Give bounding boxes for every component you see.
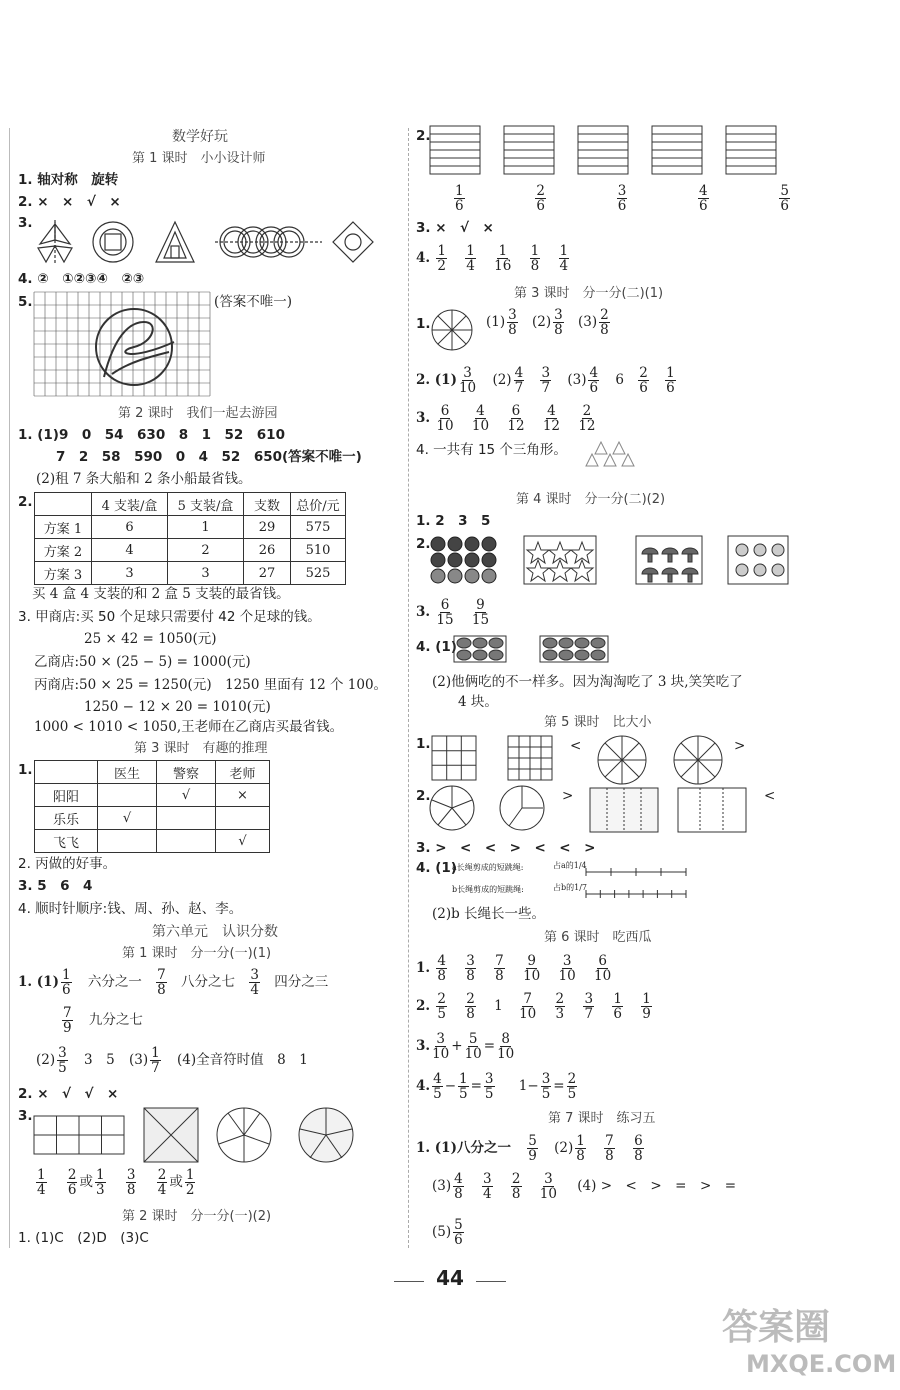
table-header: 4 支装/盒 xyxy=(92,493,168,516)
fraction: $\frac{3}{8}$ xyxy=(508,307,517,339)
fraction: $\frac{3}{10}$ xyxy=(539,1171,557,1203)
answer-line: 丙商店:50 × 25 = 1250(元) 1250 里面有 12 个 100。 xyxy=(34,677,388,693)
fraction: $\frac{7}{8}$ xyxy=(157,967,166,999)
fraction: $\frac{4}{12}$ xyxy=(542,403,561,435)
page-number: 44 xyxy=(436,1266,464,1290)
answer-line xyxy=(60,1006,143,1035)
fraction: $\frac{9}{10}$ xyxy=(523,953,541,985)
answer-line: 4. 一共有 15 个三角形。 xyxy=(416,442,567,458)
rope-label-a: a长绳剪成的短跳绳: xyxy=(452,863,524,872)
watermark-logo: 答案圈 xyxy=(722,1307,831,1348)
table-row xyxy=(35,807,270,830)
fraction: $\frac{2}{4}$ xyxy=(157,1167,167,1199)
fraction: $\frac{2}{8}$ xyxy=(511,1171,521,1203)
fraction: $\frac{2}{5}$ xyxy=(567,1071,577,1103)
table-cell: √ xyxy=(98,807,157,830)
fraction: $\frac{3}{7}$ xyxy=(584,991,594,1023)
fraction: $\frac{2}{5}$ xyxy=(437,991,446,1023)
compare-sign: < xyxy=(570,738,582,754)
table-cell xyxy=(98,784,157,807)
table-cell: 飞飞 xyxy=(35,830,98,853)
answer-line: 2. xyxy=(416,536,431,552)
answer-line: 2. $\frac{2}{5}$ $\frac{2}{8}$ 1 $\frac{7}{10}$ $\frac{2}{3}$ $\frac{3}{7}$ $\frac{1}{6}$ $\frac{1}{9}$ xyxy=(416,991,651,1023)
table-cell: 1 xyxy=(168,516,244,539)
page-footer xyxy=(0,1268,900,1289)
answer-line: 3. $\frac{6}{15}$ $\frac{9}{15}$ xyxy=(416,597,490,629)
question-label: 1. (1) xyxy=(18,974,59,991)
answer-line: (3) $\frac{4}{8}$ $\frac{3}{4}$ $\frac{2}{8}$ $\frac{3}{10}$ (4) > < > = > = xyxy=(432,1171,737,1203)
fraction: $\frac{4}{6}$ xyxy=(589,365,599,397)
answer-line: (2)租 7 条大船和 2 条小船最省钱。 xyxy=(36,471,252,487)
answer-line: 3. 5 6 4 xyxy=(18,878,93,894)
section-header: 数学好玩 xyxy=(172,129,228,145)
fraction: $\frac{4}{6}$ xyxy=(699,183,708,215)
pie-wheel xyxy=(430,308,474,352)
fraction: $\frac{4}{7}$ xyxy=(514,365,524,397)
table-cell: 3 xyxy=(168,562,244,585)
table-cell: 阳阳 xyxy=(35,784,98,807)
fraction: $\frac{2}{8}$ xyxy=(600,307,609,339)
fraction: $\frac{3}{6}$ xyxy=(617,183,627,215)
table-cell: 3 xyxy=(92,562,168,585)
table-cell xyxy=(157,807,216,830)
answer-line: 买 4 盒 4 支装的和 2 盒 5 支装的最省钱。 xyxy=(32,586,290,602)
table-header: 警察 xyxy=(157,761,216,784)
table-row xyxy=(35,539,346,562)
fruit-pictures xyxy=(430,534,790,588)
fraction: $\frac{7}{8}$ xyxy=(495,953,504,985)
answer-line: (2)b 长绳长一些。 xyxy=(432,906,546,922)
answer-line: 2. (1) $\frac{3}{10}$ (2) $\frac{4}{7}$ $\frac{3}{7}$ (3) $\frac{4}{6}$ 6 $\frac{2}{6}$ $\frac{1}{6}$ xyxy=(416,365,675,397)
fraction: $\frac{2}{8}$ xyxy=(466,991,475,1023)
fraction: $\frac{1}{2}$ xyxy=(185,1167,195,1199)
table-cell: 26 xyxy=(244,539,291,562)
fraction: $\frac{2}{6}$ xyxy=(536,183,545,215)
answer-line: 25 × 42 = 1050(元) xyxy=(84,631,217,647)
answer-line: 3. 甲商店:买 50 个足球只需要付 42 个足球的钱。 xyxy=(18,609,321,625)
lesson-title: 第 1 课时 分一分(一)(1) xyxy=(122,946,272,961)
fraction-word: 八分之七 xyxy=(181,974,236,991)
compare-sign: > xyxy=(562,788,574,804)
lesson-title: 第 3 课时 有趣的推理 xyxy=(134,741,268,756)
rope-fraction-a: 占a的1/4 xyxy=(553,861,587,870)
fraction: $\frac{3}{5}$ xyxy=(58,1045,67,1077)
fraction: $\frac{1}{6}$ xyxy=(666,365,675,397)
grid-drawing xyxy=(34,292,212,398)
answer-line: 1. 2 3 5 xyxy=(416,513,491,529)
fraction: $\frac{1}{5}$ xyxy=(459,1071,468,1103)
answer-line: 3. × √ × xyxy=(416,220,494,236)
table-cell: 575 xyxy=(291,516,346,539)
fraction: $\frac{3}{4}$ xyxy=(250,967,259,999)
fraction: $\frac{3}{7}$ xyxy=(541,365,551,397)
fraction: $\frac{4}{8}$ xyxy=(454,1171,463,1203)
fraction: $\frac{8}{10}$ xyxy=(497,1031,515,1063)
table-cell: 6 xyxy=(92,516,168,539)
compare-shapes-1 xyxy=(432,734,742,786)
fraction: $\frac{1}{2}$ xyxy=(437,243,446,275)
fraction: $\frac{2}{6}$ xyxy=(639,365,648,397)
table-header: 医生 xyxy=(98,761,157,784)
fraction: $\frac{7}{8}$ xyxy=(605,1133,614,1165)
fraction: $\frac{3}{8}$ xyxy=(126,1167,136,1199)
answer-line: 2. xyxy=(18,494,33,510)
lesson-title: 第 2 课时 分一分(一)(2) xyxy=(122,1209,272,1224)
table-header xyxy=(35,493,92,516)
symmetry-figures xyxy=(30,218,370,268)
rope-label-b: b长绳剪成的短跳绳: xyxy=(452,885,524,894)
fraction: $\frac{4}{5}$ xyxy=(433,1071,442,1103)
fraction: $\frac{6}{12}$ xyxy=(507,403,525,435)
reasoning-table xyxy=(34,760,270,853)
answer-note: (答案不唯一) xyxy=(214,294,293,310)
table-row xyxy=(35,784,270,807)
fraction-word: 九分之七 xyxy=(88,1012,143,1029)
fraction: $\frac{1}{6}$ xyxy=(455,183,464,215)
triangle-figure xyxy=(584,438,638,472)
table-row xyxy=(35,562,346,585)
rope-fraction-b: 占b的1/7 xyxy=(553,883,587,892)
fraction: $\frac{3}{10}$ xyxy=(558,953,576,985)
rope-diagram xyxy=(586,862,696,906)
fraction: $\frac{3}{4}$ xyxy=(483,1171,492,1203)
fraction: $\frac{1}{6}$ xyxy=(61,967,71,999)
cookie-pictures xyxy=(454,634,634,664)
fraction: $\frac{3}{10}$ xyxy=(432,1031,450,1063)
lesson-title: 第 1 课时 小小设计师 xyxy=(132,151,266,166)
answer-line: 5. xyxy=(18,294,33,310)
answer-line: (2)他俩吃的不一样多。因为淘淘吃了 3 块,笑笑吃了 xyxy=(432,674,743,690)
unit-header: 第六单元 认识分数 xyxy=(152,924,278,940)
answer-line: 1250 − 12 × 20 = 1010(元) xyxy=(84,699,271,715)
answer-line: 1. (1)八分之一 $\frac{5}{9}$ (2) $\frac{1}{8}$ $\frac{7}{8}$ $\frac{6}{8}$ xyxy=(416,1133,643,1165)
lesson-title: 第 6 课时 吃西瓜 xyxy=(544,930,652,945)
table-cell: 方案 2 xyxy=(35,539,92,562)
table-header: 5 支装/盒 xyxy=(168,493,244,516)
left-margin-rule xyxy=(9,128,10,1248)
table-cell: × xyxy=(216,784,270,807)
table-cell: 29 xyxy=(244,516,291,539)
table-cell: 方案 1 xyxy=(35,516,92,539)
fraction: $\frac{6}{10}$ xyxy=(594,953,612,985)
answer-line: 1. xyxy=(416,736,431,752)
answer-line: (2) $\frac{3}{5}$ 3 5 (3) $\frac{1}{7}$ (4)全音符时值 8 1 xyxy=(36,1045,308,1077)
answer-line: 4. $\frac{1}{2}$ $\frac{1}{4}$ $\frac{1}{16}$ $\frac{1}{8}$ $\frac{1}{4}$ xyxy=(416,243,569,275)
answer-line: 3. > < < > < < > xyxy=(416,840,596,856)
fraction: $\frac{1}{7}$ xyxy=(151,1045,160,1077)
answer-line: 1. xyxy=(18,762,33,778)
fraction: $\frac{6}{15}$ xyxy=(436,597,454,629)
fraction: $\frac{4}{8}$ xyxy=(437,953,446,985)
fraction: $\frac{2}{12}$ xyxy=(578,403,596,435)
fraction: $\frac{1}{6}$ xyxy=(613,991,622,1023)
answer-line: 4. $\frac{4}{5}$ − $\frac{1}{5}$ = $\frac{3}{5}$ 1− $\frac{3}{5}$ = $\frac{2}{5}$ xyxy=(416,1071,577,1103)
answer-line: 3. $\frac{3}{10}$ + $\frac{5}{10}$ = $\frac{8}{10}$ xyxy=(416,1031,515,1063)
fraction: $\frac{3}{8}$ xyxy=(554,307,563,339)
answer-line: 4. (1) xyxy=(416,639,457,655)
table-cell xyxy=(216,807,270,830)
answer-line: 2. xyxy=(416,128,431,144)
table-header: 总价/元 xyxy=(291,493,346,516)
table-cell: √ xyxy=(216,830,270,853)
fraction: $\frac{6}{10}$ xyxy=(436,403,454,435)
table-cell: 2 xyxy=(168,539,244,562)
fraction: $\frac{7}{9}$ xyxy=(63,1005,72,1037)
lesson-title: 第 3 课时 分一分(二)(1) xyxy=(514,286,664,301)
answer-line: 7 2 58 590 0 4 52 650(答案不唯一) xyxy=(56,449,362,465)
answer-line xyxy=(18,968,328,997)
fraction: $\frac{1}{8}$ xyxy=(576,1133,585,1165)
answer-line: 1. xyxy=(416,316,431,332)
answer-line: 1000 < 1010 < 1050,王老师在乙商店买最省钱。 xyxy=(34,719,344,735)
table-cell: 4 xyxy=(92,539,168,562)
answer-line: 2. × × √ × xyxy=(18,194,121,210)
fraction: $\frac{4}{10}$ xyxy=(471,403,490,435)
table-cell: 方案 3 xyxy=(35,562,92,585)
shaded-strips xyxy=(430,126,780,176)
answer-line: 4. 顺时针顺序:钱、周、孙、赵、李。 xyxy=(18,901,243,917)
answer-line: 3. $\frac{6}{10}$ $\frac{4}{10}$ $\frac{6}{12}$ $\frac{4}{12}$ $\frac{2}{12}$ xyxy=(416,403,596,435)
fraction: $\frac{6}{8}$ xyxy=(634,1133,643,1165)
answer-line: 2. 丙做的好事。 xyxy=(18,856,117,872)
answer-line: 1. (1)C (2)D (3)C xyxy=(18,1230,149,1246)
fraction: $\frac{5}{9}$ xyxy=(528,1133,537,1165)
compare-sign: < xyxy=(764,788,776,804)
fraction: $\frac{3}{5}$ xyxy=(541,1071,551,1103)
fraction: $\frac{1}{3}$ xyxy=(95,1167,105,1199)
fraction: $\frac{7}{10}$ xyxy=(519,991,537,1023)
lesson-title: 第 4 课时 分一分(二)(2) xyxy=(516,492,666,507)
watermark-url: MXQE.COM xyxy=(746,1350,897,1378)
table-cell: 510 xyxy=(291,539,346,562)
table-header: 老师 xyxy=(216,761,270,784)
table-header: 支数 xyxy=(244,493,291,516)
answer-line: 1. (1)9 0 54 630 8 1 52 610 xyxy=(18,427,285,443)
answer-line: 4. (1) xyxy=(416,860,457,876)
answer-line: 3. xyxy=(18,1108,33,1124)
fraction: $\frac{1}{4}$ xyxy=(466,243,475,275)
answer-line: 2. × √ √ × xyxy=(18,1086,119,1102)
fraction: $\frac{2}{3}$ xyxy=(555,991,565,1023)
fraction: $\frac{5}{6}$ xyxy=(454,1217,463,1249)
table-row xyxy=(35,516,346,539)
fraction: $\frac{3}{8}$ xyxy=(466,953,475,985)
fraction: $\frac{2}{6}$ xyxy=(67,1167,77,1199)
strip-fractions xyxy=(452,184,792,213)
column-divider xyxy=(408,128,410,1248)
fraction: $\frac{1}{8}$ xyxy=(530,243,540,275)
answer-line: $\frac{1}{4}$ $\frac{2}{6}$ 或 $\frac{1}{3}$ $\frac{3}{8}$ $\frac{2}{4}$ 或 $\frac{1}{2}$ xyxy=(37,1167,195,1199)
fraction: $\frac{3}{5}$ xyxy=(484,1071,494,1103)
table-cell xyxy=(98,830,157,853)
fraction: $\frac{1}{16}$ xyxy=(494,243,512,275)
table-cell: 乐乐 xyxy=(35,807,98,830)
fraction-shapes xyxy=(34,1104,374,1166)
fraction: $\frac{3}{10}$ xyxy=(458,365,477,397)
table-cell xyxy=(157,830,216,853)
table-row xyxy=(35,830,270,853)
answer-line: (1) $\frac{3}{8}$ (2) $\frac{3}{8}$ (3) $\frac{2}{8}$ xyxy=(486,307,609,339)
answer-line: 4. ② ①②③④ ②③ xyxy=(18,271,145,287)
answer-line: 2. xyxy=(416,788,431,804)
fraction-word: 四分之三 xyxy=(274,974,329,991)
compare-shapes-2 xyxy=(430,784,760,836)
fraction: $\frac{5}{6}$ xyxy=(780,183,789,215)
compare-sign: > xyxy=(734,738,746,754)
table-cell: 27 xyxy=(244,562,291,585)
answer-line: 3. xyxy=(18,215,33,231)
answer-line: 1. 轴对称 旋转 xyxy=(18,172,119,188)
plan-table xyxy=(34,492,346,585)
lesson-title: 第 2 课时 我们一起去游园 xyxy=(118,406,278,421)
answer-line: 4 块。 xyxy=(458,694,498,710)
table-cell: 525 xyxy=(291,562,346,585)
fraction: $\frac{5}{10}$ xyxy=(464,1031,482,1063)
lesson-title: 第 7 课时 练习五 xyxy=(548,1111,656,1126)
answer-line: 1. $\frac{4}{8}$ $\frac{3}{8}$ $\frac{7}{8}$ $\frac{9}{10}$ $\frac{3}{10}$ $\frac{6}{10}$ xyxy=(416,953,612,985)
fraction: $\frac{9}{15}$ xyxy=(471,597,490,629)
answer-line: 乙商店:50 × (25 − 5) = 1000(元) xyxy=(34,654,251,670)
answer-line: (5) $\frac{5}{6}$ xyxy=(432,1217,463,1249)
fraction: $\frac{1}{4}$ xyxy=(559,243,569,275)
fraction: $\frac{1}{9}$ xyxy=(642,991,651,1023)
table-header xyxy=(35,761,98,784)
table-cell: √ xyxy=(157,784,216,807)
lesson-title: 第 5 课时 比大小 xyxy=(544,715,652,730)
fraction-word: 六分之一 xyxy=(87,974,142,991)
fraction: $\frac{1}{4}$ xyxy=(37,1167,46,1199)
